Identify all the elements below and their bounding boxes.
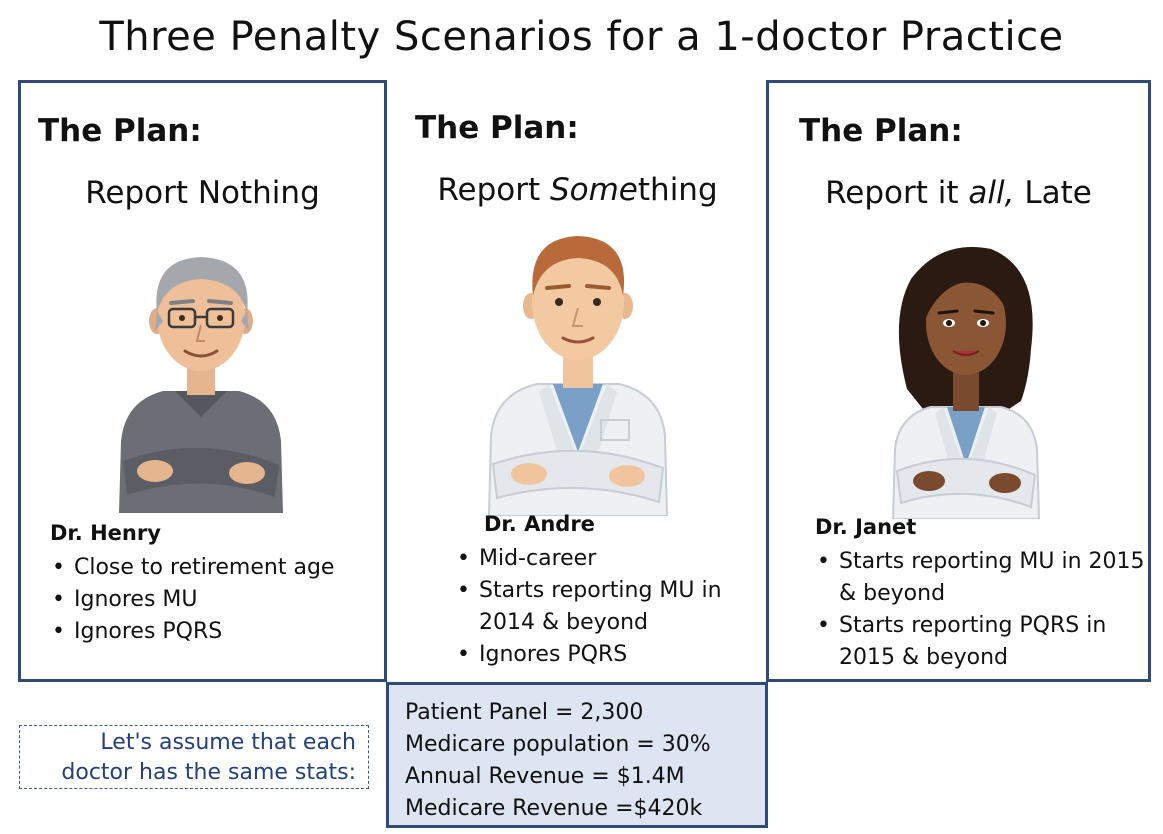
page-title: Three Penalty Scenarios for a 1-doctor Practice — [99, 14, 1064, 60]
plan-name — [769, 175, 1148, 211]
plan-name-part: Report — [437, 172, 550, 208]
list-item: • Starts reporting MU in 2014 & beyond — [453, 575, 765, 639]
andre-avatar-icon — [483, 226, 673, 516]
assumption-line: Let's assume that each — [100, 730, 356, 755]
doctor-bullets — [453, 543, 765, 671]
plan-name-emphasis: Some — [549, 172, 638, 208]
list-item: • Ignores PQRS — [48, 616, 383, 648]
assumption-note — [19, 725, 369, 789]
list-item: • Ignores PQRS — [453, 639, 765, 671]
plan-name: Report Nothing — [85, 175, 320, 211]
stat-annual-revenue: Annual Revenue = $1.4M — [405, 764, 685, 789]
doctor-name: Dr. Janet — [815, 515, 917, 539]
scenario-panel-andre — [387, 80, 768, 682]
list-item: • Ignores MU — [48, 584, 383, 616]
plan-name-emphasis: all, — [968, 175, 1015, 211]
doctor-name: Dr. Andre — [484, 512, 595, 536]
plan-name-part: Report it — [825, 175, 969, 211]
scenario-panel-janet — [766, 80, 1151, 682]
scenario-panel-henry — [18, 80, 387, 682]
stat-medicare-revenue: Medicare Revenue =$420k — [405, 796, 703, 821]
plan-label: The Plan: — [38, 113, 202, 149]
plan-label: The Plan: — [415, 110, 579, 146]
doctor-bullets — [813, 546, 1148, 674]
plan-label: The Plan: — [799, 113, 963, 149]
stat-patient-panel: Patient Panel = 2,300 — [405, 700, 644, 725]
shared-stats-box — [386, 682, 768, 828]
assumption-line: doctor has the same stats: — [61, 760, 356, 785]
janet-avatar-icon — [881, 239, 1051, 519]
stat-medicare-population: Medicare population = 30% — [405, 732, 711, 757]
doctor-name: Dr. Henry — [50, 521, 161, 545]
plan-name-part: thing — [637, 172, 718, 208]
henry-avatar-icon — [111, 251, 291, 513]
list-item: • Close to retirement age — [48, 552, 383, 584]
list-item: • Starts reporting MU in 2015 & beyond — [813, 546, 1148, 610]
doctor-bullets — [48, 552, 383, 648]
list-item: • Starts reporting PQRS in 2015 & beyond — [813, 610, 1148, 674]
plan-name-part: Late — [1014, 175, 1092, 211]
plan-name — [387, 172, 768, 208]
list-item: • Mid-career — [453, 543, 765, 575]
